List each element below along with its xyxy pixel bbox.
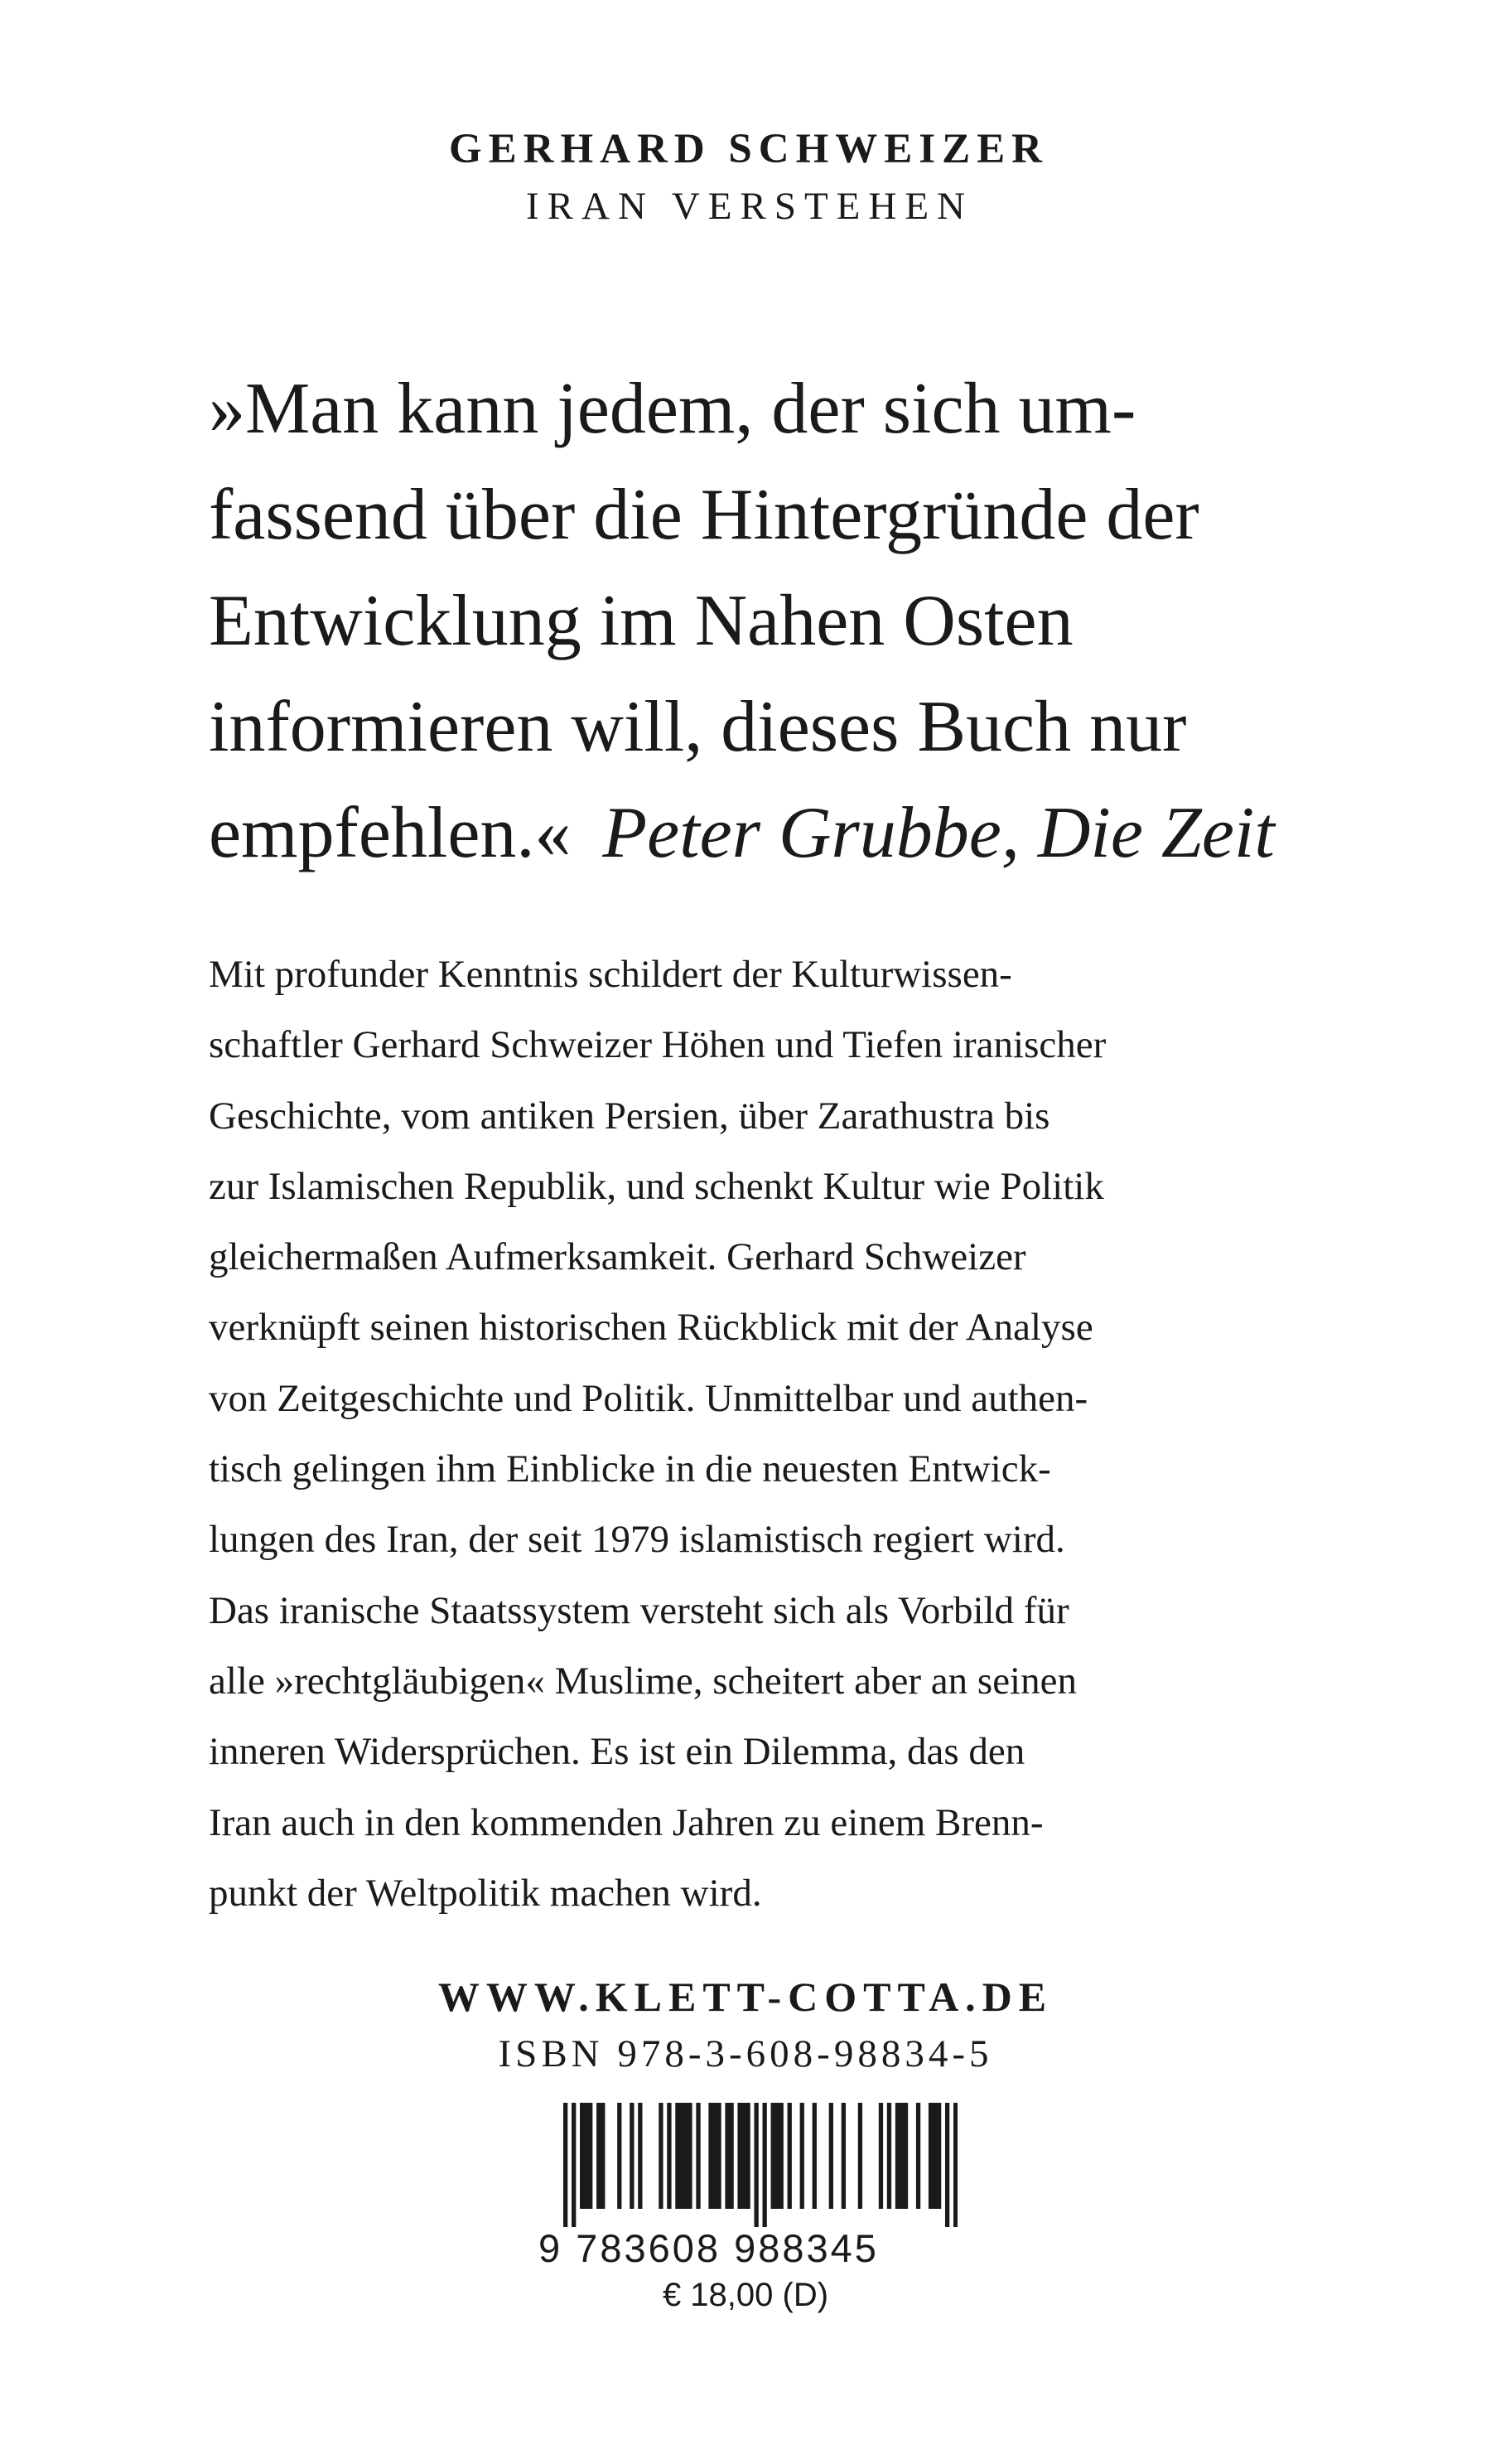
barcode-bar bbox=[717, 2103, 721, 2209]
barcode-bar bbox=[688, 2103, 692, 2209]
barcode-bar bbox=[775, 2103, 779, 2209]
quote-line: empfehlen.« bbox=[209, 793, 572, 873]
barcode-graphic bbox=[563, 2103, 958, 2227]
barcode-bar bbox=[900, 2103, 904, 2209]
barcode-bar bbox=[667, 2103, 671, 2209]
description-line: gleichermaßen Aufmerksamkeit. Gerhard Schweizer bbox=[209, 1235, 1026, 1279]
barcode-bar bbox=[779, 2103, 784, 2209]
description-line: zur Islamischen Republik, und schenkt Kultur wie Politik bbox=[209, 1164, 1104, 1208]
barcode-bar bbox=[904, 2103, 908, 2209]
quote-line: fassend über die Hintergründe der bbox=[209, 475, 1199, 555]
price-label: € 18,00 (D) bbox=[662, 2277, 829, 2313]
author-name: GERHARD SCHWEIZER bbox=[448, 126, 1049, 172]
description-line: Geschichte, vom antiken Persien, über Zarathustra bis bbox=[209, 1094, 1050, 1138]
barcode-bar bbox=[596, 2103, 601, 2209]
review-quote bbox=[209, 356, 1385, 887]
description-line: verknüpft seinen historischen Rückblick mit der Analyse bbox=[209, 1306, 1093, 1350]
barcode-bar bbox=[588, 2103, 592, 2209]
barcode-bar bbox=[572, 2103, 576, 2227]
barcode-bar bbox=[788, 2103, 792, 2209]
description-line: schaftler Gerhard Schweizer Höhen und Tiefen iranischer bbox=[209, 1023, 1107, 1067]
barcode-bar bbox=[929, 2103, 933, 2209]
barcode-bar bbox=[729, 2103, 733, 2209]
quote-line: Entwicklung im Nahen Osten bbox=[209, 581, 1074, 661]
barcode-bar bbox=[945, 2103, 949, 2227]
isbn-number: ISBN 978-3-608-98834-5 bbox=[498, 2032, 993, 2075]
barcode-bar bbox=[741, 2103, 746, 2209]
barcode-bar bbox=[725, 2103, 729, 2209]
barcode-bar bbox=[601, 2103, 605, 2209]
barcode-bar bbox=[916, 2103, 920, 2209]
barcode bbox=[538, 2103, 969, 2268]
barcode-bar bbox=[953, 2103, 958, 2227]
barcode-bar bbox=[858, 2103, 862, 2209]
barcode-bar bbox=[937, 2103, 941, 2209]
barcode-bar bbox=[679, 2103, 683, 2209]
barcode-bar bbox=[563, 2103, 567, 2227]
barcode-bar bbox=[712, 2103, 717, 2209]
barcode-bar bbox=[638, 2103, 642, 2209]
barcode-bar bbox=[933, 2103, 937, 2209]
description-line: Iran auch in den kommenden Jahren zu einem Brenn- bbox=[209, 1800, 1044, 1844]
quote-last-line bbox=[209, 780, 1385, 887]
description-line: alle »rechtgläubigen« Muslime, scheitert aber an seinen bbox=[209, 1659, 1077, 1703]
barcode-bars bbox=[563, 2103, 958, 2227]
barcode-bar bbox=[746, 2103, 750, 2209]
barcode-bar bbox=[842, 2103, 846, 2209]
quote-line: »Man kann jedem, der sich um- bbox=[209, 369, 1136, 449]
barcode-bar bbox=[895, 2103, 900, 2209]
barcode-bar bbox=[813, 2103, 817, 2209]
quote-line: informieren will, dieses Buch nur bbox=[209, 687, 1187, 767]
description-line: Mit profunder Kenntnis schildert der Kulturwissen- bbox=[209, 953, 1012, 996]
description-line: von Zeitgeschichte und Politik. Unmittelbar und authen- bbox=[209, 1376, 1088, 1420]
barcode-bar bbox=[763, 2103, 767, 2227]
book-title: IRAN VERSTEHEN bbox=[526, 185, 973, 228]
barcode-bar bbox=[675, 2103, 679, 2209]
barcode-bar bbox=[754, 2103, 758, 2227]
description-line: punkt der Weltpolitik machen wird. bbox=[209, 1871, 762, 1915]
cover-header bbox=[0, 123, 1491, 232]
barcode-bar bbox=[659, 2103, 663, 2209]
barcode-bar bbox=[737, 2103, 741, 2209]
barcode-bar bbox=[630, 2103, 634, 2209]
barcode-bar bbox=[584, 2103, 588, 2209]
publisher-website: WWW.KLETT-COTTA.DE bbox=[437, 1974, 1054, 2020]
book-description bbox=[209, 940, 1368, 1929]
barcode-bar bbox=[696, 2103, 700, 2209]
barcode-bar bbox=[771, 2103, 775, 2209]
barcode-bar bbox=[683, 2103, 688, 2209]
barcode-digits: 9 783608 988345 bbox=[538, 2226, 879, 2270]
barcode-bar bbox=[887, 2103, 891, 2209]
description-line: inneren Widersprüchen. Es ist ein Dilemma, das den bbox=[209, 1730, 1025, 1774]
barcode-bar bbox=[800, 2103, 804, 2209]
barcode-bar bbox=[617, 2103, 621, 2209]
description-line: Das iranische Staatssystem versteht sich als Vorbild für bbox=[209, 1588, 1069, 1632]
description-line: lungen des Iran, der seit 1979 islamistisch regiert wird. bbox=[209, 1518, 1065, 1562]
description-line: tisch gelingen ihm Einblicke in die neuesten Entwick- bbox=[209, 1447, 1051, 1491]
barcode-bar bbox=[829, 2103, 833, 2209]
quote-source: Peter Grubbe, Die Zeit bbox=[602, 793, 1275, 873]
barcode-bar bbox=[708, 2103, 712, 2209]
barcode-bar bbox=[580, 2103, 584, 2209]
barcode-bar bbox=[879, 2103, 883, 2209]
